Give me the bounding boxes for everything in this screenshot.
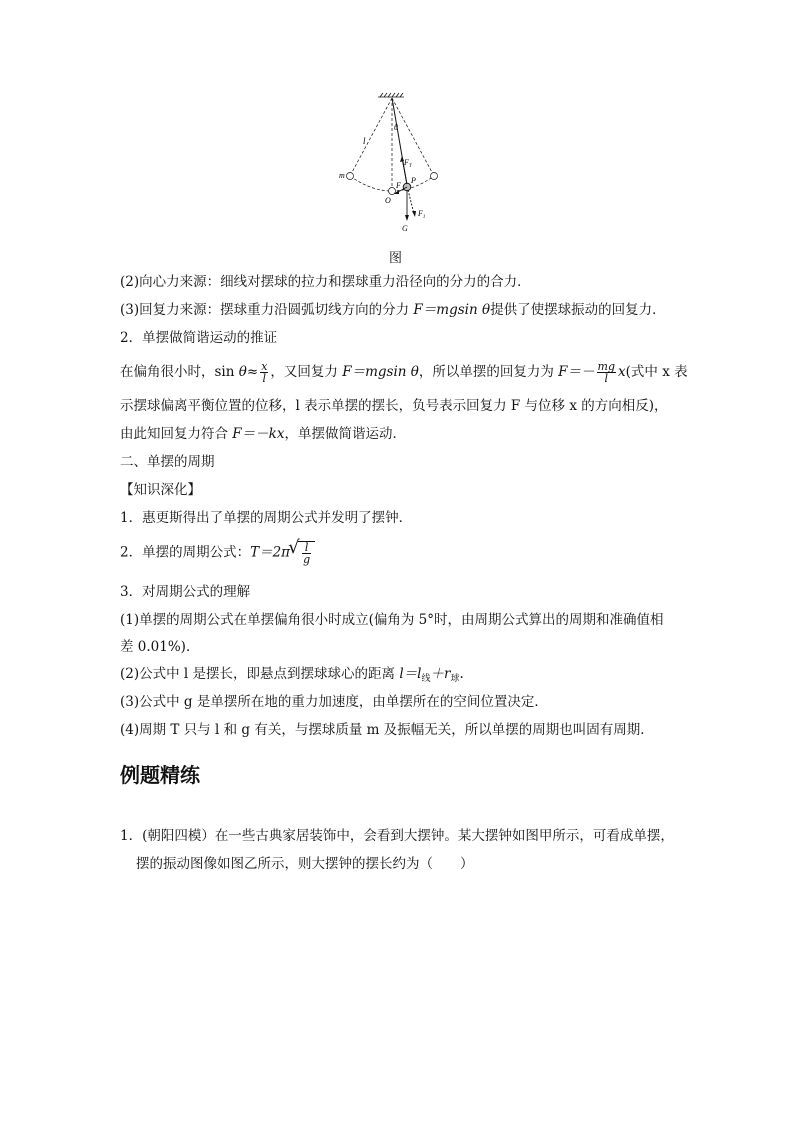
label-F: F <box>396 181 401 190</box>
section-title: 例题精练 <box>120 763 200 787</box>
gravity-arrowhead <box>405 215 409 221</box>
ball-left <box>347 173 354 180</box>
label-m: m <box>339 171 345 180</box>
text-line: (3)公式中 g 是单摆所在地的重力加速度，由单摆所在的空间位置决定． <box>120 694 548 710</box>
text-line: 由此知回复力符合 F＝－kx，单摆做简谐运动． <box>120 426 406 442</box>
text-line: 【知识深化】 <box>120 482 201 498</box>
label-theta: θ <box>394 123 398 132</box>
label-P: P <box>411 176 416 185</box>
label-l: l <box>363 136 366 146</box>
radial-arrowhead <box>412 211 416 217</box>
section-heading: 二、单摆的周期 <box>120 454 215 470</box>
text-line: 差 0.01%)． <box>120 639 200 655</box>
text-line: (4)周期 T 只与 l 和 g 有关，与摆球质量 m 及振幅无关，所以单摆的周期也叫固有周期． <box>120 722 654 738</box>
question-line: 摆的振动图像如图乙所示，则大摆钟的摆长约为（ ） <box>136 856 474 872</box>
label-G: G <box>402 224 408 233</box>
question-line: 1．(朝阳四模）在一些古典家居装饰中，会看到大摆钟。某大摆钟如图甲所示，可看成单摆， <box>120 828 674 844</box>
label-F1: $F_1$ <box>418 209 426 220</box>
text-line: 示摆球偏离平衡位置的位移，l 表示单摆的摆长，负号表示回复力 F 与位移 x 的方向相反)， <box>120 398 668 414</box>
figure-caption: 图 <box>389 251 403 266</box>
label-O: O <box>385 196 391 205</box>
left-dashed-string <box>350 98 392 176</box>
text-line: 2．单摆做简谐运动的推证 <box>120 330 278 346</box>
text-line: 3．对周期公式的理解 <box>120 584 251 600</box>
label-FT: $F_T$ <box>404 158 412 169</box>
ceiling-support <box>378 93 404 97</box>
radial-component-arrow <box>408 190 414 214</box>
text-line: 2．单摆的周期公式：T＝2π √ $\frac{l}{g}$ <box>120 541 315 565</box>
text-line: 1．惠更斯得出了单摆的周期公式并发明了摆钟． <box>120 510 413 526</box>
ball-right <box>431 173 438 180</box>
text-line: (3)回复力来源：摆球重力沿圆弧切线方向的分力 F＝mgsin θ提供了使摆球振动的回复力． <box>120 302 666 318</box>
text-line: (1)单摆的周期公式在单摆偏角很小时成立(偏角为 5°时，由周期公式算出的周期和准确值相 <box>120 612 664 628</box>
text-line: (2)公式中 l 是摆长，即悬点到摆球球心的距离 $l=l_线+r_球$. <box>120 666 464 684</box>
text-line: 在偏角很小时，sin θ≈ $\frac{x}{l}$ ，又回复力 F＝mgsin θ，所以单摆的回复力为 F＝－ $\frac{mg}{l}$ x(式中 x 表 <box>120 360 688 385</box>
pendulum-diagram <box>330 88 455 238</box>
text-line: (2)向心力来源：细线对摆球的拉力和摆球重力沿径向的分力的合力． <box>120 274 531 290</box>
ball-center <box>389 188 396 195</box>
